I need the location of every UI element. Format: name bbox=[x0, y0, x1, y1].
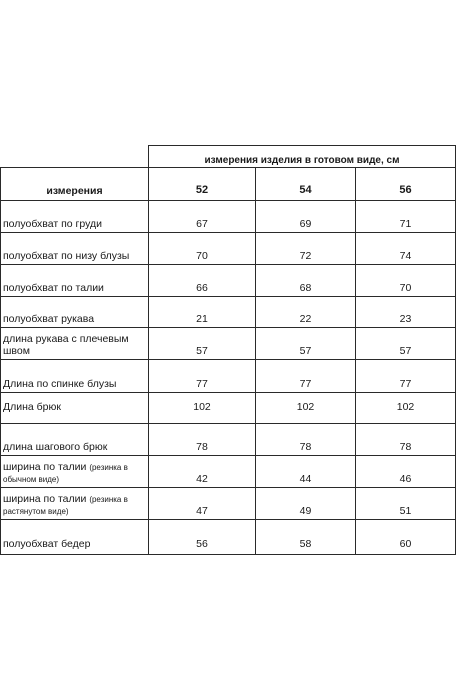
size-chart-table bbox=[0, 145, 456, 555]
value-cell: 47 bbox=[149, 488, 256, 520]
value-cell: 44 bbox=[256, 456, 356, 488]
table-row bbox=[1, 393, 456, 424]
value-cell: 49 bbox=[256, 488, 356, 520]
value-cell: 71 bbox=[356, 201, 456, 233]
row-label-cell bbox=[1, 456, 149, 488]
row-label-cell bbox=[1, 488, 149, 520]
value-cell: 23 bbox=[356, 297, 456, 328]
value-cell: 74 bbox=[356, 233, 456, 265]
value-cell: 70 bbox=[356, 265, 456, 297]
value-cell: 78 bbox=[256, 424, 356, 456]
value-cell: 46 bbox=[356, 456, 456, 488]
value-cell: 102 bbox=[356, 393, 456, 424]
table-row bbox=[1, 233, 456, 265]
value-cell: 67 bbox=[149, 201, 256, 233]
value-cell: 70 bbox=[149, 233, 256, 265]
value-cell: 60 bbox=[356, 520, 456, 555]
value-cell: 51 bbox=[356, 488, 456, 520]
header-row bbox=[1, 168, 456, 201]
table-row bbox=[1, 520, 456, 555]
table-row bbox=[1, 297, 456, 328]
row-label: ширина по талии bbox=[3, 460, 87, 473]
size-header-52: 52 bbox=[149, 168, 256, 201]
value-cell: 72 bbox=[256, 233, 356, 265]
value-cell: 69 bbox=[256, 201, 356, 233]
table-row bbox=[1, 360, 456, 393]
value-cell: 56 bbox=[149, 520, 256, 555]
row-label: полуобхват по груди bbox=[1, 201, 149, 233]
row-label: полуобхват бедер bbox=[1, 520, 149, 555]
value-cell: 58 bbox=[256, 520, 356, 555]
value-cell: 78 bbox=[149, 424, 256, 456]
table-row bbox=[1, 456, 456, 488]
value-cell: 77 bbox=[256, 360, 356, 393]
value-cell: 66 bbox=[149, 265, 256, 297]
row-note: (резинка в обычном виде) bbox=[3, 462, 128, 484]
value-cell: 68 bbox=[256, 265, 356, 297]
value-cell: 21 bbox=[149, 297, 256, 328]
row-label: ширина по талии bbox=[3, 492, 87, 505]
caption-row bbox=[1, 146, 456, 168]
value-cell: 102 bbox=[149, 393, 256, 424]
table-row bbox=[1, 424, 456, 456]
value-cell: 22 bbox=[256, 297, 356, 328]
row-label: длина шагового брюк bbox=[1, 424, 149, 456]
value-cell: 78 bbox=[356, 424, 456, 456]
value-cell: 102 bbox=[256, 393, 356, 424]
value-cell: 42 bbox=[149, 456, 256, 488]
value-cell: 57 bbox=[149, 328, 256, 360]
row-label: полуобхват по низу блузы bbox=[1, 233, 149, 265]
row-label: полуобхват по талии bbox=[1, 265, 149, 297]
size-header-54: 54 bbox=[256, 168, 356, 201]
row-label: длина рукава с плечевым швом bbox=[1, 328, 149, 360]
table-row bbox=[1, 265, 456, 297]
table-row bbox=[1, 328, 456, 360]
table-caption: измерения изделия в готовом виде, см bbox=[149, 146, 456, 168]
blank-corner-cell bbox=[1, 146, 149, 168]
row-note: (резинка в растянутом виде) bbox=[3, 494, 128, 516]
row-label: полуобхват рукава bbox=[1, 297, 149, 328]
size-header-56: 56 bbox=[356, 168, 456, 201]
value-cell: 77 bbox=[356, 360, 456, 393]
value-cell: 77 bbox=[149, 360, 256, 393]
table-row bbox=[1, 201, 456, 233]
header-label: измерения bbox=[1, 168, 149, 201]
value-cell: 57 bbox=[256, 328, 356, 360]
row-label: Длина брюк bbox=[1, 393, 149, 424]
row-label: Длина по спинке блузы bbox=[1, 360, 149, 393]
value-cell: 57 bbox=[356, 328, 456, 360]
table-row bbox=[1, 488, 456, 520]
